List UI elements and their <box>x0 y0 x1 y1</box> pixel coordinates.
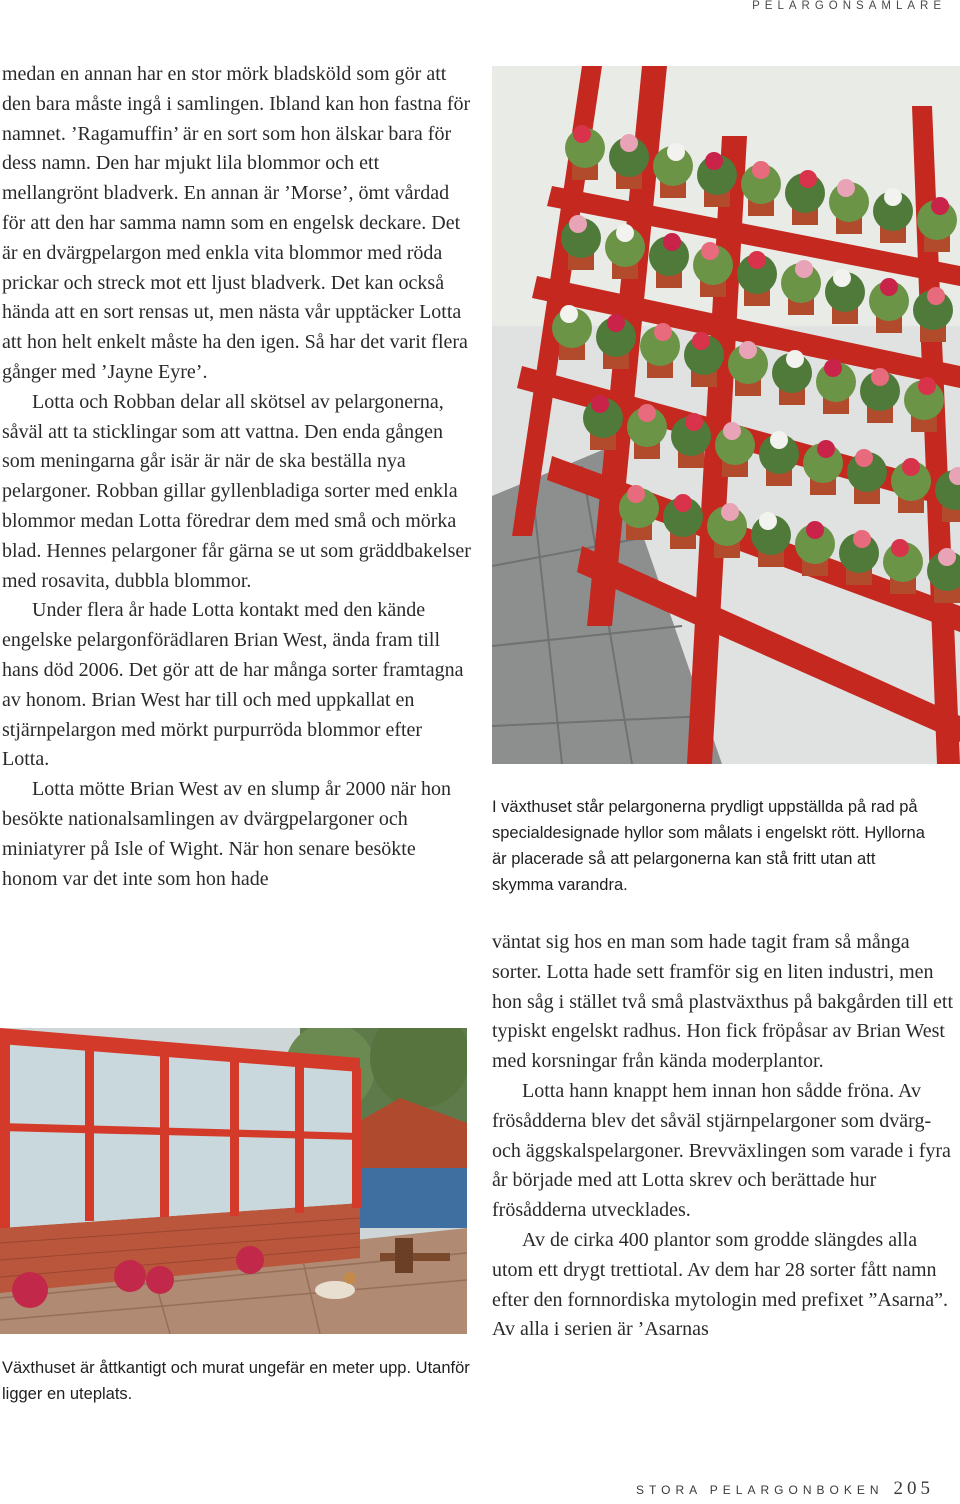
page-footer <box>636 1478 934 1500</box>
right-text-column <box>492 928 958 1345</box>
body-paragraph: medan en annan har en stor mörk bladsköld som gör att den bara måste ingå i samlingen. Ibland kan hon fastna för namnet. ’Ragamuffin’ är en sort som hon älskar bara för dess namn. Den har mjukt lila blommor och ett mellangrönt bladverk. En annan är ’Morse’, ömt vårdad för att den har samma namn som en engelsk deckare. Det är en dvärgpelargon med enkla vita blommor med röda prickar och streck mot ett ljust bladverk. Det kan också hända att en sort rensas ut, men nästa vår upptäcker Lotta att hon helt enkelt måste ha den igen. Så har det varit flera gånger med ’Jayne Eyre’. <box>2 63 471 383</box>
page-number: 205 <box>893 1478 934 1499</box>
body-paragraph: Lotta hann knappt hem innan hon sådde fröna. Av frösådderna blev det såväl stjärnpelargoner som dvärg- och äggskalspelargoner. Brevväxlingen som varade i fyra år började med att Lotta skrev och berättade hur frösådderna utvecklades. <box>492 1079 951 1222</box>
body-paragraph: Lotta och Robban delar all skötsel av pelargonerna, såväl att ta sticklingar som att vattna. Den enda gången som meningarna går isär är när de ska beställa nya pelargoner. Robban gillar gyllenbladiga sorter med enkla blommor medan Lotta föredrar dem med små och mörka blad. Hennes pelargoner får gärna se ut som gräddbakelser med rosavita, dubbla blommor. <box>2 390 471 592</box>
body-paragraph: Lotta mötte Brian West av en slump år 2000 när hon besökte nationalsamlingen av dvärgpelargoner och miniatyrer på Isle of Wight. När hon senare besökte honom var det inte som hon hade <box>2 778 452 890</box>
body-paragraph: Av de cirka 400 plantor som grodde slängdes alla utom ett drygt trettiotal. Av dem har 28 sorter fått namn efter den fornnordiska mytologin med prefixet ”Asarna”. Av alla i serien är ’Asarnas <box>492 1228 948 1341</box>
photo-caption: I växthuset står pelargonerna prydligt uppställda på rad på specialdesignade hyllor som målats i engelskt rött. Hyllorna är placerade så att pelargonerna kan stå fritt utan att skymma varandra. <box>492 798 925 894</box>
photo-greenhouse-shelves <box>492 66 960 764</box>
book-title: STORA PELARGONBOKEN <box>636 1483 884 1497</box>
running-header: PELARGONSAMLARE <box>752 0 946 12</box>
photo-caption: Växthuset är åttkantigt och murat ungefär en meter upp. Utanför ligger en uteplats. <box>2 1359 470 1403</box>
photo-greenhouse-exterior <box>0 1028 467 1334</box>
left-text-column <box>2 60 472 894</box>
body-paragraph: Under flera år hade Lotta kontakt med den kände engelske pelargonförädlaren Brian West, ända fram till hans död 2006. Det gör att de har många sorter framtagna av honom. Brian West har till och med uppkallat en stjärnpelargon med mörkt purpurröda blommor efter Lotta. <box>2 599 464 771</box>
body-paragraph: väntat sig hos en man som hade tagit fram så många sorter. Lotta hade sett framför sig en liten industri, men hon såg i stället två små plastväxthus på bakgården till ett typiskt engelskt radhus. Hon fick fröpåsar av Brian West med korsningar från kända moderplantor. <box>492 931 954 1073</box>
